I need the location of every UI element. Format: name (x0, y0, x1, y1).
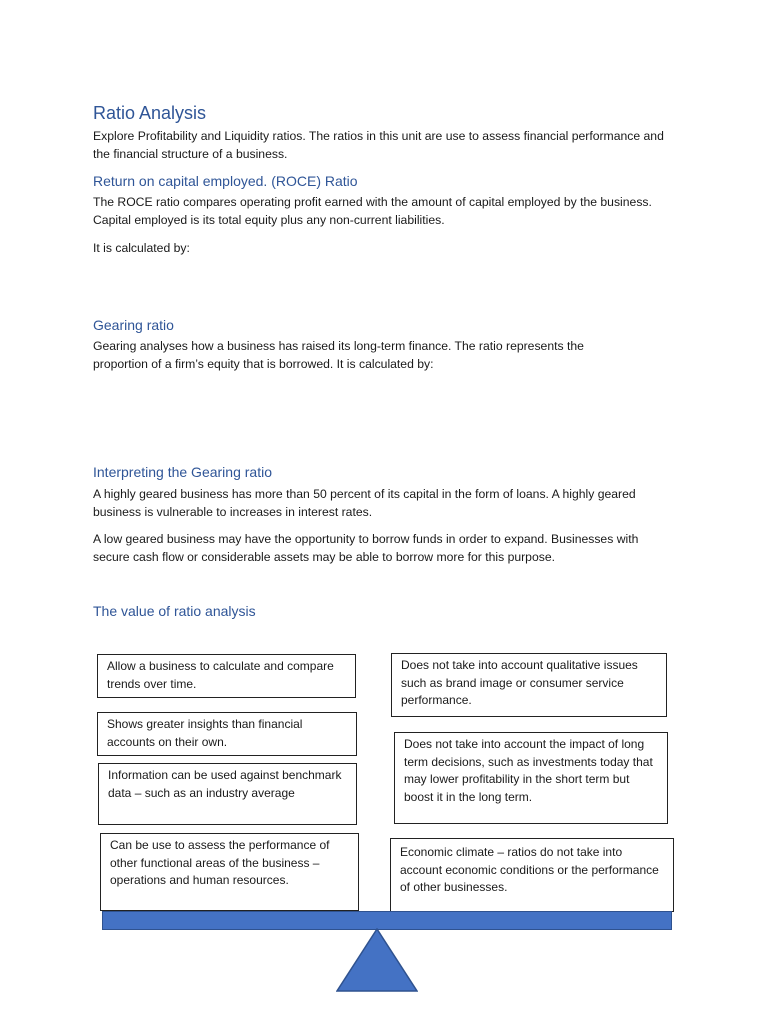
advantage-box-functional-areas: Can be use to assess the performance of other functional areas of the business – operations and human resources. (100, 833, 359, 911)
value-heading: The value of ratio analysis (93, 603, 256, 619)
advantage-box-trends: Allow a business to calculate and compare trends over time. (97, 654, 356, 698)
intro-paragraph: Explore Profitability and Liquidity ratios. The ratios in this unit are use to assess financial performance and the financial structure of a business. (93, 129, 664, 161)
roce-heading: Return on capital employed. (ROCE) Ratio (93, 173, 358, 189)
interpreting-paragraph-2: A low geared business may have the opportunity to borrow funds in order to expand. Businesses with secure cash flow or considerable assets may be able to borrow more for this purpose. (93, 532, 639, 564)
roce-calc-label: It is calculated by: (93, 241, 190, 255)
page-title: Ratio Analysis (93, 103, 207, 123)
limitation-box-economic-climate: Economic climate – ratios do not take into account economic conditions or the performance of other businesses. (390, 838, 674, 912)
limitation-box-qualitative: Does not take into account qualitative issues such as brand image or consumer service performance. (391, 653, 667, 717)
advantage-box-benchmark: Information can be used against benchmark data – such as an industry average (98, 763, 357, 825)
gearing-heading: Gearing ratio (93, 317, 174, 333)
interpreting-paragraph-1: A highly geared business has more than 50 percent of its capital in the form of loans. A highly geared business is vulnerable to increases in interest rates. (93, 487, 636, 519)
gearing-paragraph: Gearing analyses how a business has raised its long-term finance. The ratio represents the proportion of a firm’s equity that is borrowed. It is calculated by: (93, 339, 584, 371)
interpreting-heading: Interpreting the Gearing ratio (93, 464, 272, 480)
roce-paragraph: The ROCE ratio compares operating profit earned with the amount of capital employed by the business. Capital employed is its total equity plus any non-current liabilities. (93, 195, 652, 227)
advantage-box-insights: Shows greater insights than financial accounts on their own. (97, 712, 357, 756)
fulcrum-triangle-icon (336, 928, 418, 992)
limitation-box-long-term: Does not take into account the impact of long term decisions, such as investments today that may lower profitability in the short term but boost it in the long term. (394, 732, 668, 824)
